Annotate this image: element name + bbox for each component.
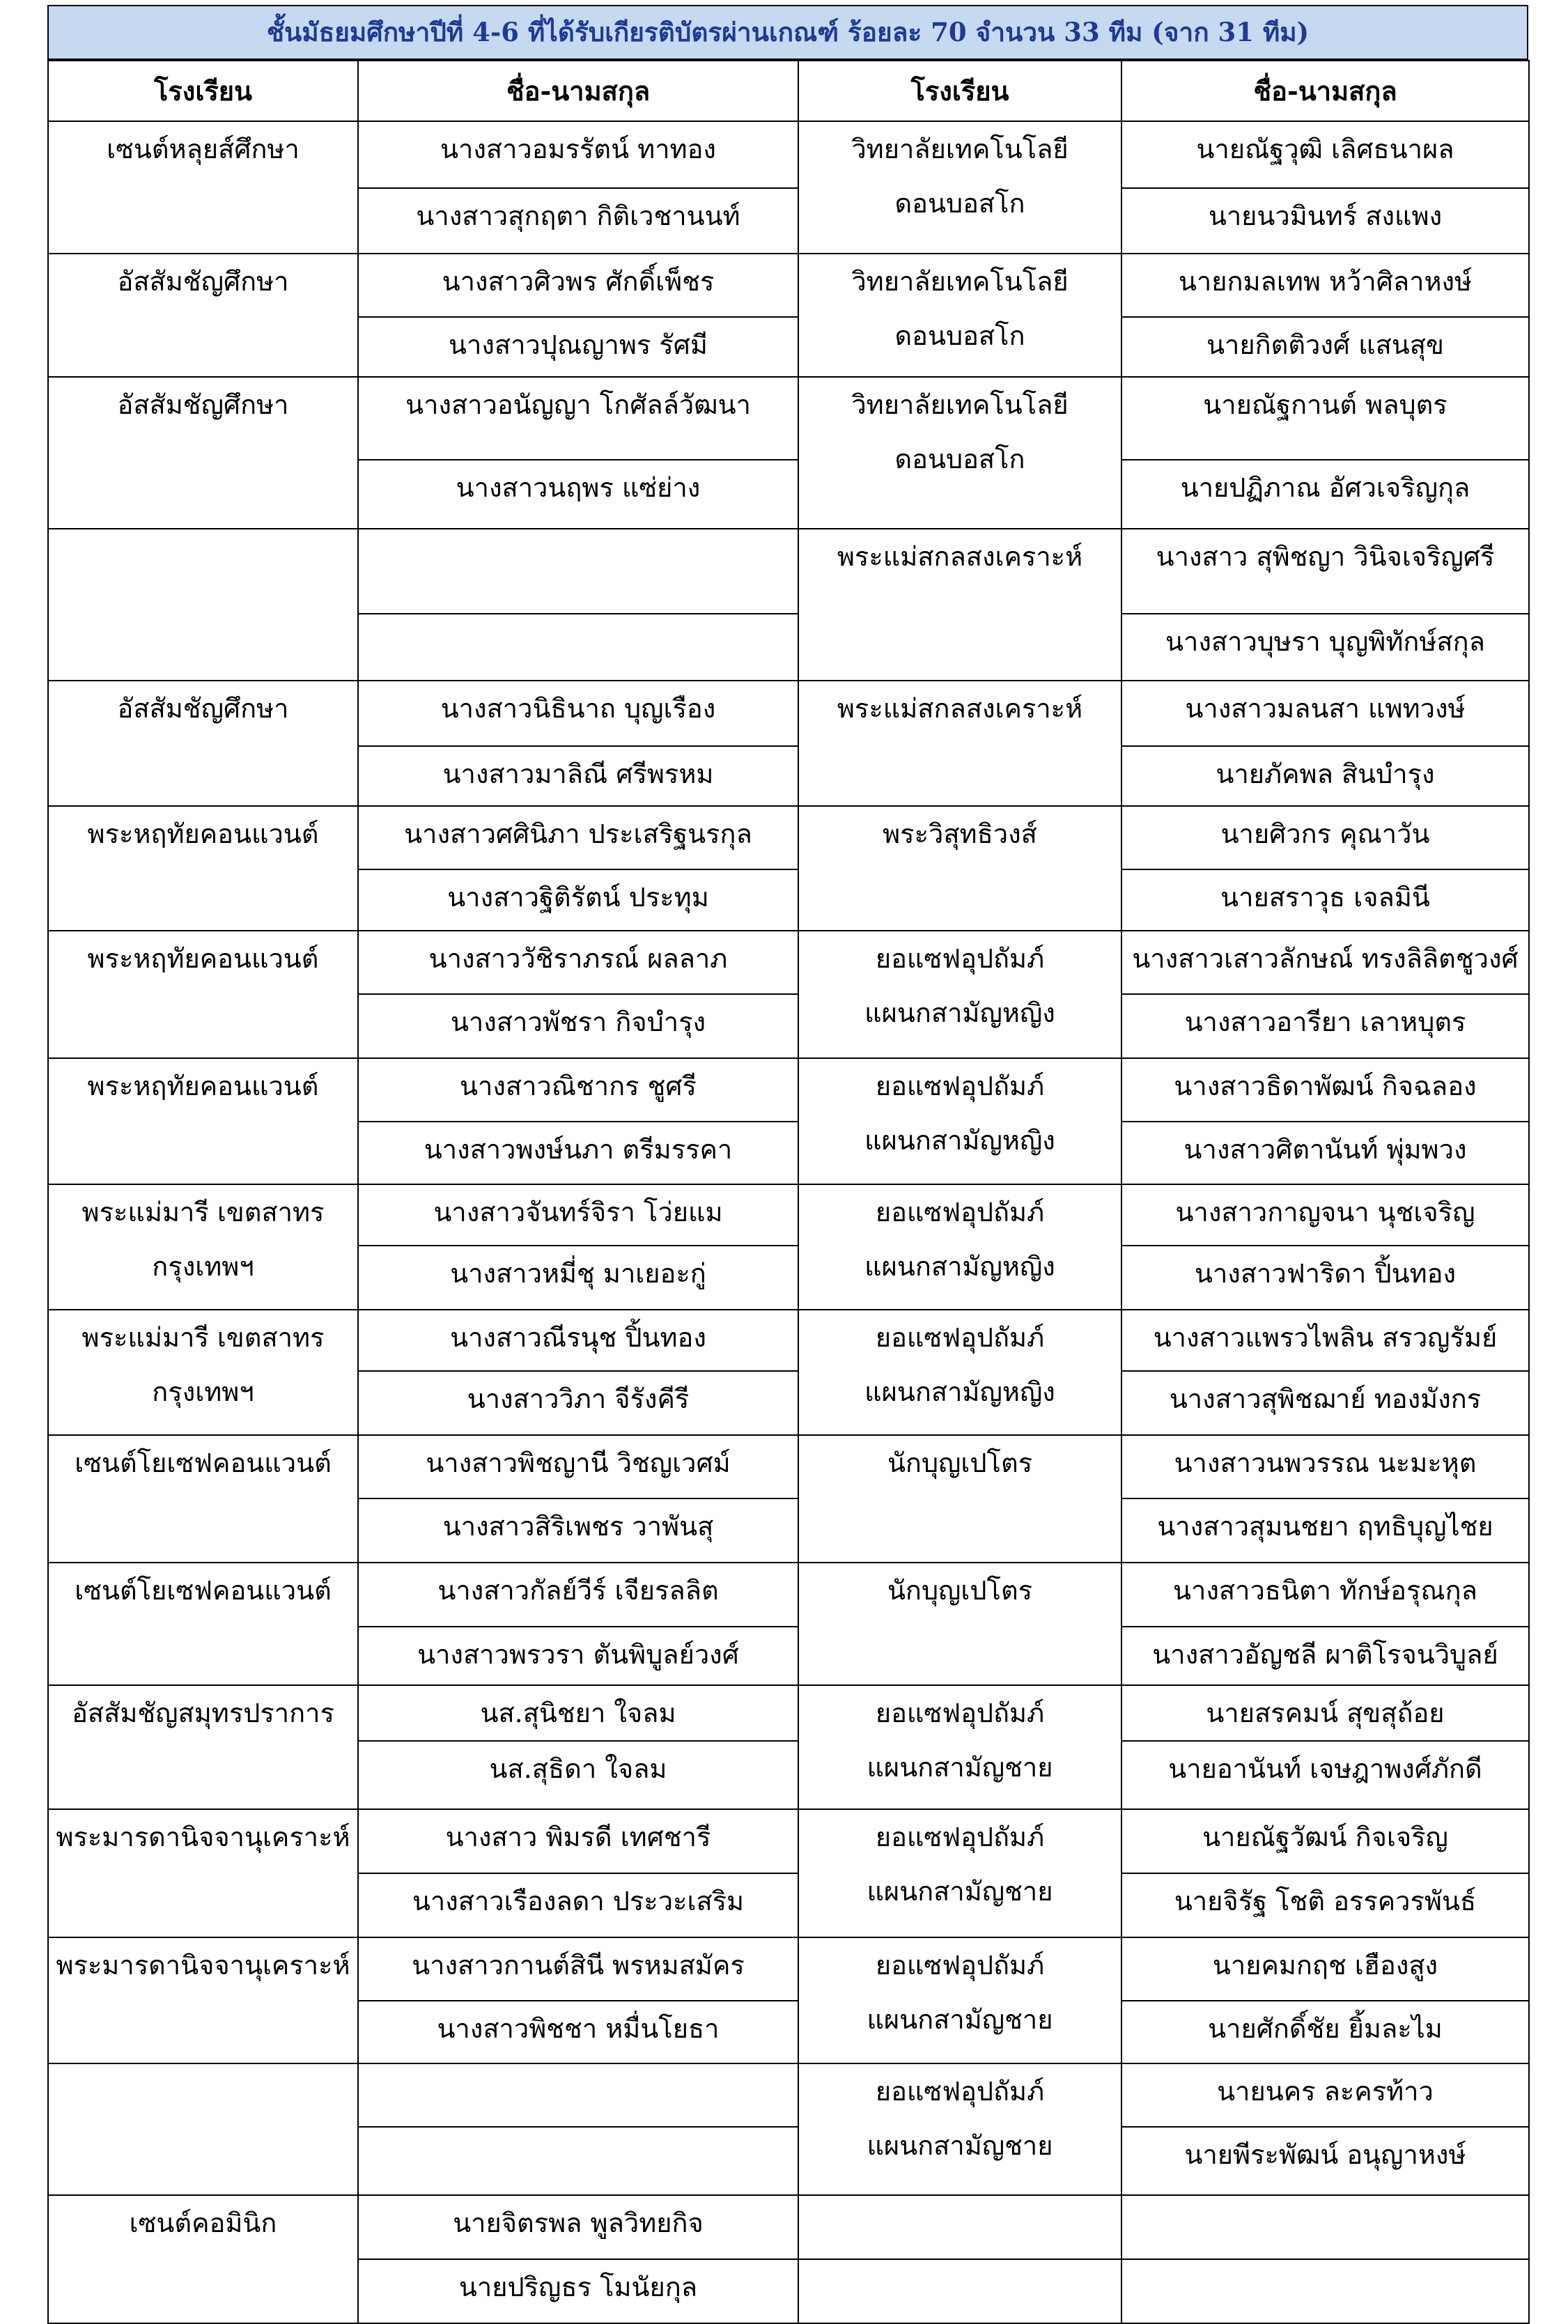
school-name: แผนกสามัญหญิง: [864, 998, 1055, 1028]
school-name: ดอนบอสโก: [894, 320, 1025, 351]
student-name: นางสาวสุกฤตา กิติเวชานนท์: [358, 188, 798, 254]
table-row: [48, 1937, 1529, 2001]
student-name: นางสาวบุษรา บุญพิทักษ์สกุล: [1121, 614, 1529, 681]
student-name: นางสาวอัญชลี ผาติโรจนวิบูลย์: [1121, 1627, 1529, 1685]
student-name: นางสาวนพวรรณ นะมะหุต: [1121, 1435, 1529, 1498]
school-name: แผนกสามัญหญิง: [864, 1251, 1055, 1282]
empty-cell: [1121, 2195, 1529, 2259]
school-cell: [798, 1937, 1121, 2063]
school-cell: [798, 1435, 1121, 1563]
school-name: เซนต์โยเซฟคอนแวนต์: [75, 1448, 332, 1478]
student-name: นายคมกฤช เฮืองสูง: [1121, 1937, 1529, 2001]
student-name: นายกิตติวงศ์ แสนสุข: [1121, 317, 1529, 377]
student-name: นางสาวพงษ์นภา ตรีมรรคา: [358, 1122, 798, 1184]
student-name: นางสาวศิตานันท์ พุ่มพวง: [1121, 1122, 1529, 1184]
school-name: วิทยาลัยเทคโนโลยี: [851, 266, 1069, 297]
student-name: นางสาวอนัญญา โกศัลล์วัฒนา: [358, 377, 798, 460]
school-cell: [48, 529, 358, 681]
student-name: นายจิตรพล พูลวิทยกิจ: [358, 2195, 798, 2259]
student-name: นางสาวจันทร์จิรา โว่ยแม: [358, 1184, 798, 1246]
student-name: นางสาวอมรรัตน์ ทาทอง: [358, 121, 798, 188]
school-cell: [48, 1310, 358, 1435]
school-cell: [48, 1937, 358, 2063]
student-name: นางสาววัชิราภรณ์ ผลลาภ: [358, 931, 798, 994]
student-name: นางสาวอารียา เลาหบุตร: [1121, 994, 1529, 1058]
student-name: นางสาวพิชชา หมื่นโยธา: [358, 2001, 798, 2063]
table-row: [48, 121, 1529, 188]
school-cell: [48, 931, 358, 1058]
student-name: นางสาวนิธินาถ บุญเรือง: [358, 681, 798, 746]
school-name: พระแม่สกลสงเคราะห์: [837, 541, 1083, 572]
school-name: กรุงเทพฯ: [152, 1251, 254, 1282]
school-name: แผนกสามัญชาย: [867, 2004, 1053, 2035]
school-name: วิทยาลัยเทคโนโลยี: [851, 134, 1069, 164]
column-header: โรงเรียน: [798, 61, 1121, 121]
student-name: นายนวมินทร์ สงแพง: [1121, 188, 1529, 254]
school-cell: [48, 1184, 358, 1310]
student-name: นายศักดิ์ชัย ยิ้มละไม: [1121, 2001, 1529, 2063]
table-row: [48, 1563, 1529, 1627]
table-row: [48, 1184, 1529, 1246]
table-row: [48, 1685, 1529, 1741]
column-header: ชื่อ-นามสกุล: [1121, 61, 1529, 121]
student-name: นางสาวฐิติรัตน์ ประทุม: [358, 869, 798, 931]
student-name: นายสรคมน์ สุขสุถ้อย: [1121, 1685, 1529, 1741]
student-name: นางสาวฟาริดา ปิ้นทอง: [1121, 1246, 1529, 1310]
school-cell: [48, 2195, 358, 2323]
school-name: แผนกสามัญหญิง: [864, 1125, 1055, 1156]
student-name: นางสาวณิชากร ชูศรี: [358, 1058, 798, 1122]
student-name: นายณัฐวัฒน์ กิจเจริญ: [1121, 1809, 1529, 1873]
school-name: ยอแซฟอุปถัมภ์: [875, 1322, 1045, 1353]
school-cell: [798, 1058, 1121, 1184]
school-name: อัสสัมชัญศึกษา: [117, 693, 289, 724]
school-name: แผนกสามัญชาย: [867, 1876, 1053, 1907]
document-title: ชั้นมัธยมศึกษาปีที่ 4-6 ที่ได้รับเกียรติบัตรผ่านเกณฑ์ ร้อยละ 70 จำนวน 33 ทีม (จาก 31 ทีม): [47, 5, 1528, 60]
student-name: นายปฏิภาณ อัศวเจริญกุล: [1121, 460, 1529, 529]
school-cell: [798, 121, 1121, 254]
school-cell: [48, 254, 358, 377]
school-cell: [48, 1563, 358, 1685]
school-name: นักบุญเปโตร: [887, 1575, 1033, 1606]
school-name: แผนกสามัญชาย: [867, 1752, 1053, 1783]
student-name: นางสาวกัลย์วีร์ เจียรลลิต: [358, 1563, 798, 1627]
student-name: นางสาวพัชรา กิจบำรุง: [358, 994, 798, 1058]
school-cell: [48, 121, 358, 254]
school-name: ยอแซฟอุปถัมภ์: [875, 1071, 1045, 1101]
column-header: โรงเรียน: [48, 61, 358, 121]
school-name: เซนต์โยเซฟคอนแวนต์: [75, 1575, 332, 1606]
student-name: นางสาวนฤพร แซ่ย่าง: [358, 460, 798, 529]
student-name: นางสาวสิริเพชร วาพันสุ: [358, 1498, 798, 1563]
school-name: ดอนบอสโก: [894, 188, 1025, 219]
school-name: อัสสัมชัญศึกษา: [117, 389, 289, 420]
student-name: นางสาวสุมนชยา ฤทธิบุญไชย: [1121, 1498, 1529, 1563]
table-row: [48, 377, 1529, 460]
school-name: ยอแซฟอุปถัมภ์: [875, 2076, 1045, 2107]
header-row: [48, 61, 1529, 121]
student-name: นางสาวสุพิชฌาย์ ทองมังกร: [1121, 1371, 1529, 1435]
table-row: [48, 681, 1529, 746]
school-cell: [48, 681, 358, 806]
student-name: นายนคร ละครท้าว: [1121, 2063, 1529, 2127]
student-name: นางสาวเสาวลักษณ์ ทรงลิลิตชูวงศ์: [1121, 931, 1529, 994]
student-name: นางสาวธิดาพัฒน์ กิจฉลอง: [1121, 1058, 1529, 1122]
student-name: นางสาว สุพิชญา วินิจเจริญศรี: [1121, 529, 1529, 614]
school-name: แผนกสามัญชาย: [867, 2130, 1053, 2161]
student-name: นางสาวณีรนุช ปิ้นทอง: [358, 1310, 798, 1371]
student-name: นางสาวแพรวไพลิน สรวญรัมย์: [1121, 1310, 1529, 1371]
student-name: นส.สุนิชยา ใจลม: [358, 1685, 798, 1741]
school-cell: [798, 2063, 1121, 2195]
student-name: นางสาวมลนสา แพทวงษ์: [1121, 681, 1529, 746]
school-name: พระแม่มารี เขตสาทร: [81, 1322, 325, 1353]
student-name: นายสราวุธ เจลมินี: [1121, 869, 1529, 931]
school-cell: [48, 2063, 358, 2195]
school-name: อัสสัมชัญสมุทรปราการ: [72, 1698, 334, 1728]
school-cell: [798, 254, 1121, 377]
student-name: นายปริญธร โมนัยกุล: [358, 2259, 798, 2323]
school-name: พระหฤทัยคอนแวนต์: [87, 819, 319, 849]
student-name: นางสาวกาญจนา นุชเจริญ: [1121, 1184, 1529, 1246]
table-row: [48, 2063, 1529, 2127]
school-name: พระมารดานิจจานุเคราะห์: [56, 1822, 350, 1852]
school-name: ยอแซฟอุปถัมภ์: [875, 1950, 1045, 1981]
school-cell: [48, 1809, 358, 1937]
student-name: นางสาวกานต์สินี พรหมสมัคร: [358, 1937, 798, 2001]
table-row: [48, 1809, 1529, 1873]
school-cell: [798, 1310, 1121, 1435]
student-name: นายกมลเทพ หว้าศิลาหงษ์: [1121, 254, 1529, 317]
empty-cell: [798, 2259, 1121, 2323]
school-name: ยอแซฟอุปถัมภ์: [875, 1197, 1045, 1227]
table-row: [48, 806, 1529, 869]
student-name: นางสาวพรวรา ตันพิบูลย์วงศ์: [358, 1627, 798, 1685]
school-cell: [798, 377, 1121, 529]
school-name: วิทยาลัยเทคโนโลยี: [851, 389, 1069, 420]
school-name: เซนต์คอมินิก: [129, 2208, 277, 2238]
school-name: พระมารดานิจจานุเคราะห์: [56, 1950, 350, 1981]
student-name: นางสาวพิชญานี วิชญเวศม์: [358, 1435, 798, 1498]
student-name: นายณัฐกานต์ พลบุตร: [1121, 377, 1529, 460]
student-name: นายพีระพัฒน์ อนุญาหงษ์: [1121, 2127, 1529, 2195]
student-name: นายณัฐวุฒิ เลิศธนาผล: [1121, 121, 1529, 188]
school-name: เซนต์หลุยส์ศึกษา: [107, 134, 300, 164]
school-cell: [48, 1435, 358, 1563]
student-name: [358, 2063, 798, 2127]
school-cell: [48, 377, 358, 529]
school-cell: [48, 1058, 358, 1184]
school-cell: [798, 1809, 1121, 1937]
student-name: นายอานันท์ เจษฎาพงศ์ภักดี: [1121, 1741, 1529, 1809]
school-name: พระแม่มารี เขตสาทร: [81, 1197, 325, 1227]
table-row: [48, 1058, 1529, 1122]
school-name: อัสสัมชัญศึกษา: [117, 266, 289, 297]
school-name: กรุงเทพฯ: [152, 1377, 254, 1407]
student-name: [358, 529, 798, 614]
school-cell: [798, 1685, 1121, 1809]
school-name: ยอแซฟอุปถัมภ์: [875, 943, 1045, 974]
school-name: พระหฤทัยคอนแวนต์: [87, 943, 319, 974]
column-header: ชื่อ-นามสกุล: [358, 61, 798, 121]
student-name: นางสาวปุณญาพร รัศมี: [358, 317, 798, 377]
student-name: นางสาวศิวพร ศักดิ์เพ็ชร: [358, 254, 798, 317]
table-row: [48, 1435, 1529, 1498]
student-name: นางสาวมาลิณี ศรีพรหม: [358, 746, 798, 806]
school-cell: [798, 681, 1121, 806]
student-name: นายจิรัฐ โชติ อรรควรพันธ์: [1121, 1873, 1529, 1937]
student-name: [358, 614, 798, 681]
student-name: นางสาว พิมรดี เทศชารี: [358, 1809, 798, 1873]
school-name: พระวิสุทธิวงส์: [883, 819, 1037, 849]
table-row: [48, 1310, 1529, 1371]
school-name: แผนกสามัญหญิง: [864, 1377, 1055, 1407]
school-cell: [798, 529, 1121, 681]
empty-cell: [798, 2195, 1121, 2259]
school-name: ยอแซฟอุปถัมภ์: [875, 1698, 1045, 1728]
school-cell: [798, 806, 1121, 931]
table-row: [48, 931, 1529, 994]
student-name: นส.สุธิดา ใจลม: [358, 1741, 798, 1809]
student-name: นางสาววิภา จีรังคีรี: [358, 1371, 798, 1435]
student-name: นายศิวกร คุณาวัน: [1121, 806, 1529, 869]
school-cell: [798, 1184, 1121, 1310]
student-name: [358, 2127, 798, 2195]
school-name: ดอนบอสโก: [894, 444, 1025, 474]
school-cell: [48, 1685, 358, 1809]
student-name: นายภัคพล สินบำรุง: [1121, 746, 1529, 806]
award-table: [47, 60, 1530, 2324]
school-name: ยอแซฟอุปถัมภ์: [875, 1822, 1045, 1852]
school-cell: [798, 931, 1121, 1058]
empty-cell: [1121, 2259, 1529, 2323]
student-name: นางสาวศศินิภา ประเสริฐนรกุล: [358, 806, 798, 869]
table-row: [48, 529, 1529, 614]
school-name: นักบุญเปโตร: [887, 1448, 1033, 1478]
school-name: พระแม่สกลสงเคราะห์: [837, 693, 1083, 724]
school-cell: [798, 1563, 1121, 1685]
student-name: นางสาวเรืองลดา ประวะเสริม: [358, 1873, 798, 1937]
school-name: พระหฤทัยคอนแวนต์: [87, 1071, 319, 1101]
school-cell: [48, 806, 358, 931]
student-name: นางสาวธนิตา ทักษ์อรุณกุล: [1121, 1563, 1529, 1627]
table-row: [48, 2195, 1529, 2259]
student-name: นางสาวหมี่ชุ มาเยอะกู่: [358, 1246, 798, 1310]
table-row: [48, 254, 1529, 317]
